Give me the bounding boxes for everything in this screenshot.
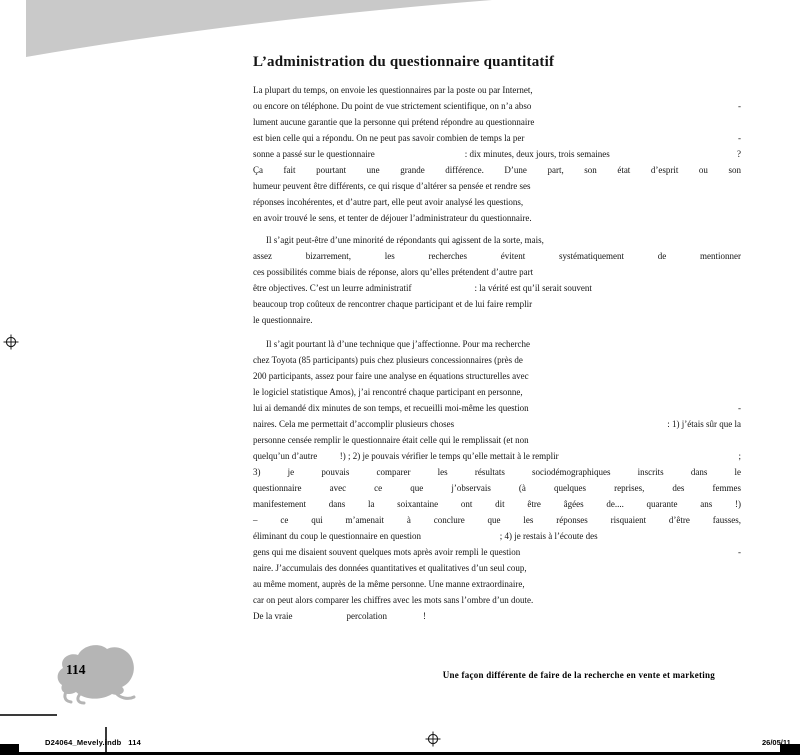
line-tail: - xyxy=(738,101,741,111)
text-line: éliminant du coup le questionnaire en question ; 4) je restais à l’écoute des xyxy=(253,531,598,541)
line-tail: ; xyxy=(738,451,741,461)
text-line: Il s’agit peut-être d’une minorité de répondants qui agissent de la sorte, mais, xyxy=(266,235,544,245)
text-line: Ça fait pourtant une grande différence. D’une part, son état d’esprit ou son xyxy=(253,165,741,175)
text-line: humeur peuvent être différents, ce qui risque d’altérer sa pensée et rendre ses xyxy=(253,181,531,191)
text-line: en avoir trouvé le sens, et tenter de déjouer l’administrateur du questionnaire. xyxy=(253,213,532,223)
registration-mark-icon xyxy=(425,731,441,747)
page-number: 114 xyxy=(66,662,86,677)
text-line: le questionnaire. xyxy=(253,315,313,325)
paragraph xyxy=(253,336,741,624)
line-tail: - xyxy=(738,133,741,143)
date-label: 26/05/11 xyxy=(762,738,791,747)
text-line: assez bizarrement, les recherches évitent systématiquement de mentionner xyxy=(253,251,741,261)
scan-edge-corner-left xyxy=(0,744,19,755)
paragraph xyxy=(253,232,741,328)
text-line: naires. Cela me permettait d’accomplir plusieurs choses : 1) j’étais sûr que la xyxy=(253,416,741,432)
crop-mark-horizontal xyxy=(0,714,57,716)
text-line: manifestement dans la soixantaine ont dit être âgées de.... quarante ans !) xyxy=(253,499,741,509)
text-line: le logiciel statistique Amos), j’ai rencontré chaque participant en personne, xyxy=(253,387,523,397)
body-text xyxy=(253,82,741,624)
text-line: naire. J’accumulais des données quantitatives et qualitatives d’un seul coup, xyxy=(253,563,527,573)
text-line: De la vraie percolation ! xyxy=(253,611,426,621)
registration-mark-icon xyxy=(3,334,19,350)
line-tail: ? xyxy=(737,149,741,159)
text-line: 200 participants, assez pour faire une analyse en équations structurelles avec xyxy=(253,371,529,381)
text-line: lument aucune garantie que la personne qui prétend répondre au questionnaire xyxy=(253,117,535,127)
text-line: La plupart du temps, on envoie les questionnaires par la poste ou par Internet, xyxy=(253,85,533,95)
text-line: sonne a passé sur le questionnaire : dix minutes, deux jours, trois semaines ? xyxy=(253,146,741,162)
page-title: L’administration du questionnaire quantitatif xyxy=(253,54,555,70)
top-corner-decoration xyxy=(0,0,500,60)
text-line: personne censée remplir le questionnaire était celle qui le remplissait (et non xyxy=(253,435,529,445)
text-line: être objectives. C’est un leurre administratif : la vérité est qu’il serait souvent xyxy=(253,283,592,293)
text-line: 3) je pouvais comparer les résultats sociodémographiques inscrits dans le xyxy=(253,467,741,477)
text-line: au même moment, auprès de la même personne. Une manne extraordinaire, xyxy=(253,579,525,589)
text-line: car on peut alors comparer les chiffres avec les mots sans l’ombre d’un doute. xyxy=(253,595,534,605)
text-line: quelqu’un d’autre !) ; 2) je pouvais vérifier le temps qu’elle mettait à le remplir ; xyxy=(253,448,741,464)
text-line: lui ai demandé dix minutes de son temps, et recueilli moi-même les question - xyxy=(253,400,741,416)
text-line: – ce qui m’amenait à conclure que les réponses risquaient d’être fausses, xyxy=(253,515,741,525)
text-line: beaucoup trop coûteux de rencontrer chaque participant et de lui faire remplir xyxy=(253,299,533,309)
text-line: questionnaire avec ce que j’observais (à quelques reprises, des femmes xyxy=(253,483,741,493)
running-footer: Une façon différente de faire de la recherche en vente et marketing xyxy=(442,670,715,680)
text-line: chez Toyota (85 participants) puis chez plusieurs concessionnaires (près de xyxy=(253,355,523,365)
file-label: D24064_Mevely.indb 114 xyxy=(45,738,141,747)
text-line: réponses incohérentes, et d’autre part, elle peut avoir analysé les questions, xyxy=(253,197,524,207)
paragraph xyxy=(253,82,741,226)
text-line: ces possibilités comme biais de réponse, alors qu’elles prétendent d’autre part xyxy=(253,267,534,277)
line-tail: : 1) j’étais sûr que la xyxy=(667,419,741,429)
text-line: ou encore on téléphone. Du point de vue strictement scientifique, on n’a abso - xyxy=(253,98,741,114)
text-line: Il s’agit pourtant là d’une technique que j’affectionne. Pour ma recherche xyxy=(266,339,530,349)
line-tail: - xyxy=(738,403,741,413)
text-line: gens qui me disaient souvent quelques mots après avoir rempli le question - xyxy=(253,544,741,560)
text-line: est bien celle qui a répondu. On ne peut pas savoir combien de temps la per - xyxy=(253,130,741,146)
line-tail: - xyxy=(738,547,741,557)
folio-area xyxy=(54,641,144,707)
